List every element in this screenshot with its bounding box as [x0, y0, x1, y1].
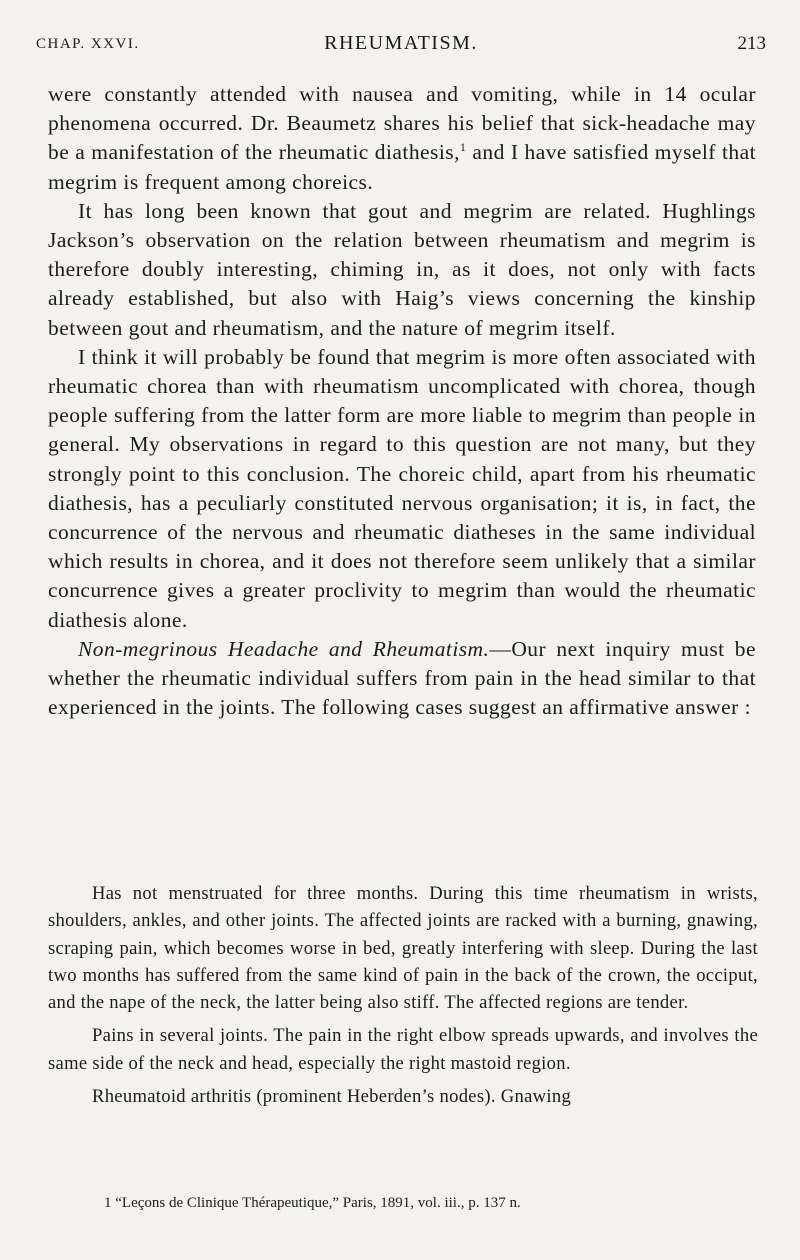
paragraph-4: Non-megrinous Headache and Rheumatism.—Our next inquiry must be whether the rheumatic individual suffers from pain in the head similar to that experienced in the joints. The following cases suggest an affirmative answer :	[48, 636, 757, 720]
paragraph-2: It has long been known that gout and megrim are related. Hughlings Jackson’s observation on the relation between rheumatism and megrim is therefore doubly interesting, chiming in, as it does, not only with facts already established, but also with Haig’s views concerning the kinship between gout and rheumatism, and the nature of megrim itself.	[48, 198, 756, 340]
main-text	[48, 80, 756, 722]
page-number: 213	[737, 33, 766, 54]
section-heading: Non-megrinous Headache and Rheumatism.	[78, 636, 490, 661]
footnote-text: “Leçons de Clinique Thérapeutique,” Paris, 1891, vol. iii., p. 137 n.	[115, 1195, 521, 1211]
case-2: Pains in several joints. The pain in the right elbow spreads upwards, and involves the same side of the neck and head, especially the right mastoid region.	[48, 1025, 758, 1074]
case-1: Has not menstruated for three months. During this time rheumatism in wrists, shoulders, ankles, and other joints. The affected joints are racked with a burning, gnawing, scraping pain, which becomes worse in bed, greatly interfering with sleep. During the last two months has suffered from the same kind of pain in the back of the crown, the occiput, and the nape of the neck, the latter being also stiff. The affected regions are tender.	[48, 883, 758, 1014]
footnote-reference: 1	[459, 140, 467, 155]
paragraph-3: I think it will probably be found that megrim is more often associated with rheumatic chorea than with rheumatism uncomplicated with chorea, though people suffering from the latter form are more liable to megrim than people in general. My observations in regard to this question are not many, but they strongly point to this conclusion. The choreic child, apart from his rheumatic diathesis, has a peculiarly constituted nervous organisation; it is, in fact, the concurrence of the nervous and rheumatic diatheses in the same individual which results in chorea, and it does not therefore seem unlikely that a similar concurrence gives a greater proclivity to megrim than would the rheumatic diathesis alone.	[48, 344, 756, 632]
running-title: RHEUMATISM.	[324, 32, 478, 54]
paragraph-1: were constantly attended with nausea and vomiting, while in 14 ocular phenomena occurred. Dr. Beaumetz shares his belief that sick-headache may be a manifestation of the rheumatic diathesis,$^1$ and I have satisfied myself that megrim is frequent among choreics.	[48, 82, 756, 194]
case-3: Rheumatoid arthritis (prominent Heberden’s nodes). Gnawing	[92, 1086, 572, 1108]
footnote	[48, 1195, 758, 1212]
footnote-marker: 1	[104, 1195, 112, 1211]
chapter-label: CHAP. XXVI.	[36, 36, 140, 52]
running-header	[36, 30, 766, 58]
case-reports	[48, 880, 758, 1110]
